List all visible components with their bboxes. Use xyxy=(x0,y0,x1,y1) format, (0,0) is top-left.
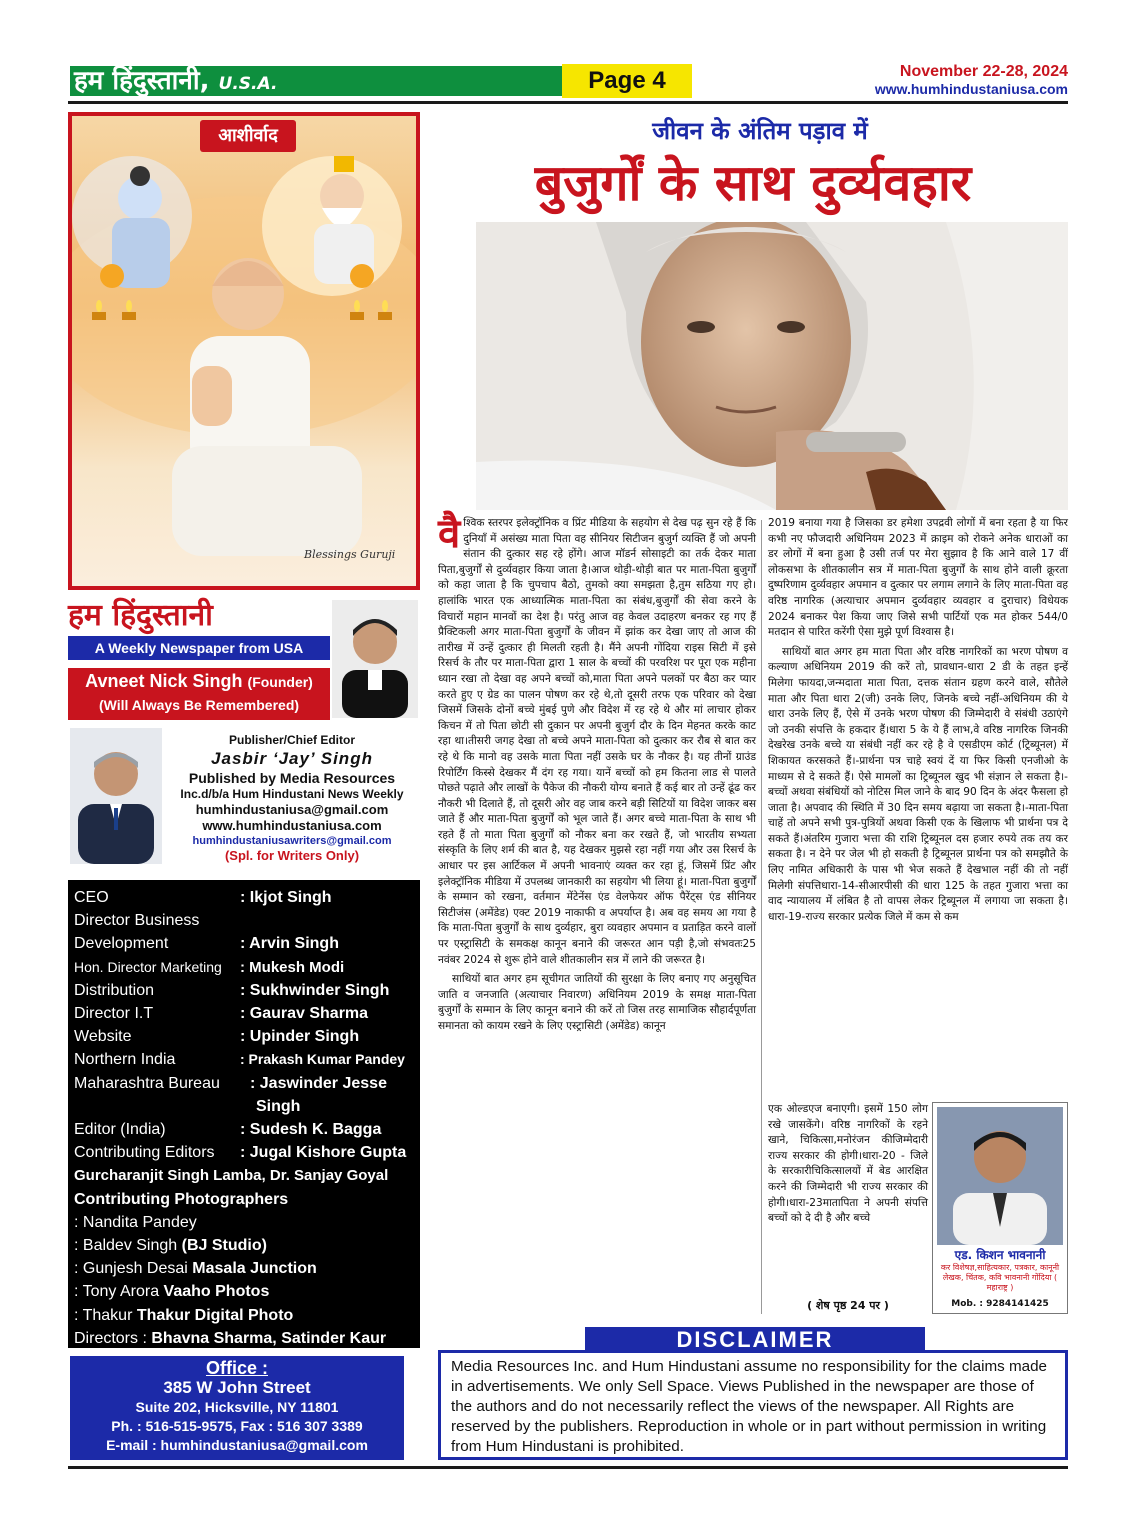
founder-role: (Founder) xyxy=(247,674,313,690)
staff-name: : Mukesh Modi xyxy=(240,958,345,976)
publisher-name: Jasbir ‘Jay’ Singh xyxy=(211,749,373,768)
photographer-row xyxy=(74,1280,414,1303)
photographer-studio: (BJ Studio) xyxy=(181,1237,267,1255)
disclaimer-box: Media Resources Inc. and Hum Hindustani assume no responsibility for the claims made in advertisements. We only Sell Space. Views Published in the newspaper are those of the authors and do not necessarily reflect the views of the newspaper. All Rights are reserved by the publishers. Reproduction in whole or in part without permission in writing from Hum Hindustani is prohibited. xyxy=(438,1350,1068,1460)
staff-row xyxy=(74,1048,414,1071)
photographer-name: : Gunjesh Desai xyxy=(74,1260,188,1278)
photographers-title: Contributing Photographers xyxy=(74,1190,289,1208)
author-photo xyxy=(937,1107,1063,1245)
founder-name: Avneet Nick Singh xyxy=(85,671,243,691)
staff-role: Contributing Editors xyxy=(74,1144,215,1162)
staff-role: Northern India xyxy=(74,1051,176,1069)
staff-name: : Jugal Kishore Gupta xyxy=(240,1144,407,1162)
founder-box xyxy=(68,668,330,720)
disclaimer-title: DISCLAIMER xyxy=(585,1327,925,1353)
staff-row xyxy=(74,956,414,979)
article-paragraph: साथियों बात अगर हम सूचीगत जातियों की सुरक्षा के लिए बनाए गए अनुसूचित जाति व जनजाति (अत्याचार निवारण) अधिनियम 2019 के समक्ष माता-पिता बुजुर्गों के सम्मान के लिए कानून बनाने की करें तो जिस तरह सामाजिक सौहार्दपूर्णता समानता को कायम रखने के लिए एस्ट्रासिटी (अमेंडेड) कानून xyxy=(438,973,756,1032)
article-paragraph: साथियों बात अगर हम माता पिता और वरिष्ठ नागरिकों का भरण पोषण व कल्याण अधिनियम 2019 की करें तो, प्रावधान-धारा 2 डी के तहत इन्हें मिलेगा फायदा,जन्मदाता माता पिता, दत्तक संतान ग्रहण करने वाले, सौतेले माता और पिता धारा 2(जी) उनके लिए, जिनके बच्चे नहीं-अधिनियम की ये धारा उनके लिए हैं, ऐसे में उनके भरण पोषण की जिम्मेदारी वे संबंधी उठाएंगे जो उनकी संपत्ति के हकदार हैं।धारा 5 के ये हैं लाभ,वे वरिष्ठ नागरिक जिनकी देखरेख उनके बच्चे या संबंधी नहीं कर रहे है वे एसडीएम कोर्ट (ट्रिब्यूनल) में शिकायत करसकते हैं।-प्रार्थना पत्र चाहे स्वयं दें या फिर किसी एनजीओ के माध्यम से दे सकते हैं। ऐसे मामलों का ट्रिब्यूनल खुद भी संज्ञान ले सकता है।-बच्चों अथवा संबंधियों को नोटिस मिल जाने के बाद 90 दिन के अंदर फैसला हो जाता है। अपवाद की स्थिति में 30 दिन समय बढ़ाया जा सकता है।-माता-पिता चाहें तो अपने सभी पुत्र-पुत्रियों अथवा किसी एक के खिलाफ भी प्रार्थना पत्र दे सकते हैं।अंतरिम गुजारा भत्ता की राशि ट्रिब्यूनल दस हजार रुपये तक तय कर सकता है। न देने पर जेल भी हो सकती है ट्रिब्यूनल प्रार्थना पत्र को समझौते के लिए नामित अधिकारी के पास भी भेज सकते हैं देखभाल नहीं की तो नहीं मिलेगी संपत्तिधारा-14-सीआरपीसी की धारा 125 के तहत गुजारा भत्ता का वाद न्यायालय में लंबित है तो वापस लेकर ट्रिब्यूनल में लगाया जा सकता है।धारा-19-राज्य सरकार प्रत्येक जिले में कम से कम xyxy=(768,645,1068,923)
editors-line: Gurcharanjit Singh Lamba, Dr. Sanjay Goyal xyxy=(74,1167,389,1185)
staff-role: Hon. Director Marketing xyxy=(74,958,222,975)
staff-role: Maharashtra Bureau xyxy=(74,1074,220,1092)
office-email[interactable]: E-mail : humhindustaniusa@gmail.com xyxy=(106,1437,368,1453)
article-paragraph: एक ओल्डएज बनाएगी। इसमें 150 लोग रखे जासकेंगे। वरिष्ठ नागरिकों के रहने खाने, चिकित्सा,मनोरंजन कीजिम्मेदारी राज्य सरकार की होगी।धारा-20 - जिले के सरकारीचिकित्सालयों में बेड आरक्षित करने की जिम्मेदारी भी राज्य सरकार की होगी।धारा-23मातापिता ने अपनी संपत्ति बच्चों को दे दी है और बच्चे xyxy=(768,1103,928,1225)
publisher-info xyxy=(164,732,420,864)
masthead-logo xyxy=(68,596,330,660)
paper-name: हम हिंदुस्तानी, U.S.A. xyxy=(74,66,278,96)
article-headline: बुजुर्गों के साथ दुर्व्यवहार xyxy=(534,154,972,212)
header-rule xyxy=(68,101,1068,104)
article-photo xyxy=(476,222,1068,510)
staff-row xyxy=(74,886,414,909)
staff-role: Development xyxy=(74,935,169,953)
published-by: Published by Media Resources xyxy=(188,770,396,786)
staff-row xyxy=(74,1141,414,1164)
staff-role: Editor (India) xyxy=(74,1121,166,1139)
staff-role: CEO xyxy=(74,889,109,906)
article-kicker: जीवन के अंतिम पड़ाव में xyxy=(652,117,868,145)
office-street: 385 W John Street xyxy=(163,1378,311,1397)
staff-row xyxy=(74,909,414,932)
staff-name: : Ikjot Singh xyxy=(240,889,332,906)
footer-rule xyxy=(68,1466,1068,1469)
article-column-1 xyxy=(438,511,756,1039)
founder-name-line xyxy=(68,668,330,695)
paper-region: U.S.A. xyxy=(218,74,278,94)
article-paragraph: 2019 बनाया गया है जिसका डर हमेशा उपद्रवी लोगों में बना रहता है या फिर कभी नए फौजदारी अधिनियम 2023 में क्राइम को रोकने अनेक धाराओं का डर लोगों में बना हुआ है उसी तर्ज पर मेरा सुझाव है कि आने वाले 17 वीं लोकसभा के शीतकालीन सत्र में माता-पिता बुजुर्गों के साथ होने वाली क्रूरता दुष्परिणाम दुर्व्यवहार अपमान व दुत्कार पर लगाम लगाने के लिए माता-पिता वह वरिष्ठ नागरिक (अत्याचार अपमान दुर्व्यवहार व्यवहार व दुराचार) विधेयक 2024 बनाकर पेश किया जाए जिसे सभी पार्टियों एक मत होकर 544/0 मतदान से पारित करेंगी ऐसा मुझे पूर्ण विश्वास है। xyxy=(768,517,1068,639)
staff-name: Singh xyxy=(256,1097,301,1115)
photographer-name: : Baldev Singh xyxy=(74,1237,178,1255)
staff-row xyxy=(74,1072,414,1095)
staff-role: Distribution xyxy=(74,981,155,999)
staff-role: Director Business xyxy=(74,912,200,930)
author-description: कर विशेषज्ञ,साहित्यकार, पत्रकार, कानूनी लेखक, चिंतक, कवि भावनानी गोंदिया ( महाराष्ट्र ) xyxy=(940,1263,1060,1292)
photographer-studio: Thakur Digital Photo xyxy=(136,1306,294,1324)
website-link[interactable]: www.humhindustaniusa.com xyxy=(874,81,1068,97)
blessing-panel xyxy=(68,112,420,590)
photographer-studio: Vaaho Photos xyxy=(163,1283,270,1301)
page-number: Page 4 xyxy=(562,64,692,98)
staff-box xyxy=(68,880,420,1348)
author-mobile: Mob. : 9284141425 xyxy=(951,1299,1049,1309)
directors-label: Directors : xyxy=(74,1329,147,1347)
blessing-illustration xyxy=(72,116,416,586)
office-title: Office : xyxy=(205,1358,268,1378)
publisher-role: Publisher/Chief Editor xyxy=(228,733,355,747)
photographer-name: : Nandita Pandey xyxy=(74,1213,197,1231)
founder-photo xyxy=(332,600,418,718)
staff-name: : Sukhwinder Singh xyxy=(240,981,390,999)
publisher-photo xyxy=(70,728,162,864)
blessing-signature: Blessings Guruji xyxy=(304,548,396,561)
photographer-row xyxy=(74,1257,414,1280)
staff-row xyxy=(74,1118,414,1141)
staff-role: Director I.T xyxy=(74,1005,154,1023)
photographer-name: : Thakur xyxy=(74,1306,133,1324)
column-divider xyxy=(761,520,762,1314)
photographer-row xyxy=(74,1304,414,1327)
staff-row xyxy=(74,979,414,1002)
staff-row xyxy=(74,1095,414,1118)
founder-note: (Will Always Be Remembered) xyxy=(98,697,300,713)
staff-role xyxy=(74,1095,256,1118)
logo-text: हम हिंदुस्तानी xyxy=(68,598,213,633)
staff-name: : Arvin Singh xyxy=(240,935,339,953)
staff-name: : Sudesh K. Bagga xyxy=(240,1121,382,1139)
drop-cap: वै xyxy=(438,511,461,557)
staff-row xyxy=(74,1002,414,1025)
logo-tagline: A Weekly Newspaper from USA xyxy=(68,636,330,660)
photographer-row xyxy=(74,1234,414,1257)
writers-note: (Spl. for Writers Only) xyxy=(224,848,360,863)
staff-name: : Gaurav Sharma xyxy=(240,1005,369,1023)
blessing-title: आशीर्वाद xyxy=(200,120,296,152)
staff-role: Website xyxy=(74,1028,132,1046)
staff-name: : Upinder Singh xyxy=(240,1028,360,1046)
publisher-website[interactable]: www.humhindustaniusa.com xyxy=(202,818,382,833)
directors-row xyxy=(74,1327,414,1350)
staff-row xyxy=(74,1025,414,1048)
article-column-2-continued xyxy=(768,1102,928,1231)
photographer-name: : Tony Arora xyxy=(74,1283,160,1301)
staff-row xyxy=(74,932,414,955)
directors-names: Bhavna Sharma, Satinder Kaur xyxy=(151,1329,387,1347)
issue-date: November 22-28, 2024 xyxy=(899,63,1068,80)
staff-name: : Prakash Kumar Pandey xyxy=(240,1051,405,1068)
article-column-2 xyxy=(768,516,1068,929)
writers-email[interactable]: humhindustaniusawriters@gmail.com xyxy=(192,835,392,847)
publisher-email[interactable]: humhindustaniusa@gmail.com xyxy=(195,802,389,817)
continued-note: ( शेष पृष्ठ 24 पर ) xyxy=(807,1299,889,1312)
office-phone: Ph. : 516-515-9575, Fax : 516 307 3389 xyxy=(111,1418,363,1434)
publisher-dba: Inc.d/b/a Hum Hindustani News Weekly xyxy=(180,787,404,801)
staff-name: : Jaswinder Jesse xyxy=(250,1074,387,1092)
photographer-studio: Masala Junction xyxy=(192,1260,317,1278)
author-name: एड. किशन भावनानी xyxy=(954,1248,1046,1262)
office-suite: Suite 202, Hicksville, NY 11801 xyxy=(135,1399,339,1415)
office-box xyxy=(70,1356,404,1460)
author-box xyxy=(932,1102,1068,1314)
article-paragraph: वैश्विक स्तरपर इलेक्ट्रॉनिक व प्रिंट मीडिया के सहयोग से देख पढ़ सुन रहे हैं कि दुनियाँ में असंख्य माता पिता वह सीनियर सिटीजन बुजुर्ग व्यक्ति हैं जो अपनी संतान की दुत्कार सह रहे होंगे। आज मॉडर्न सोसाइटी का तर्क देकर माता पिता,बुजुर्गों से दुर्व्यवहार किया जाता है।आज थोड़ी-थोड़ी बात पर माता-पिता बुजुर्गों को कहा जाता है कि चुपचाप बैठो, तुमको क्या समझता है,तुम सठिया गए हो।हालांकि भारत एक आध्यात्मिक माता-पिता का संबंध,बुजुर्गों की सेवा करने के विचारों महान मानवों का देश है। परंतु आज वह केवल उदाहरण बनकर रह गए हैं प्रैक्टिकली अगर माता-पिता बुजुर्गों के जीवन में झांक कर देखा जाए तो आज की तारीख में उन्हें दुत्कार ही मिलती रहती है। मैंने अपनी गोंदिया राइस सिटी में इसे रिसर्च के तौर पर माता-पिता द्वारा 1 साल के बच्चों की परवरिश पर पूरा एक महीना ध्यान रखा तो देखा वह अपने बच्चों को,माता पिता अपने पलकों पर बैठा कर प्यार करते हुए ए ग्रेड का पालन पोषण कर रहे थे,तो दूसरी तरफ एक परिवार को देखा जिसमें जिसके दोनों बच्चे मुंबई पुणे और विदेश में रह रहे थे और मां लाचार होकर किचन में तो पिता छोटी सी दुकान पर अपनी बुजुर्ग दौर के दिन मेहनत करके काट रहा था।तीसरी जगह देखा तो बच्चे अपने माता-पिता को दुत्कार कर रौब से बात कर रहे थे कि मानो वह उसके माता पिता नहीं उसके घर के नौकर है। यह तीनों ग्राउंड रिपोर्टिंग किस्से देखकर मैं दंग रह गया। यानें बच्चों को हम कितना लाड से पालते पोछते पढ़ाते और लाखों के पैकेज की नौकरी योग्य बनाते हैं कई बार तो उन्हें ढूंढ कर नौकरी भी दिलाते हैं, तो दूसरी ओर वह जाब करने बड़ी सिटियों या विदेश जाकर बस जाते हैं और माता-पिता बुजुर्गों को भूल जाते हैं। अगर बच्चे माता-पिता के साथ भी रहते हैं तो माता पिता बुजुर्गों को नौकर बना कर रखते हैं, जो भारतीय सभ्यता संस्कृति के लिए शर्म की बात है, यह देखकर मुझसे रहा नहीं गया और उस रिसर्च के आधार पर इस आर्टिकल में अपनी भावनाएं व्यक्त कर रहा हूं, जिसमें प्रिंट और इलेक्ट्रॉनिक मीडिया में उपलब्ध जानकारी का सहयोग भी लिया हूं। माता-पिता बुजुर्गों के सम्मान को रखना, वर्तमान मेंटेनेंस एंड वेलफेयर ऑफ पैरेंट्स एंड सीनियर सिटीजंस (अमेंडेड) एक्ट 2019 नाकाफी व अपर्याप्त है। अब वह समय आ गया है कि माता-पिता बुजुर्गों के साथ दुर्व्यहार, बुरा व्यवहार अपमान व प्रताड़ित करने वालों पर एस्ट्रासिटी के समकक्ष कानून बनाने की जरूरत आन पड़ी है,जो संभवतः25 नवंबर 2024 से शुरू होने वाले शीतकालीन सत्र में लाने की जरूरत है। xyxy=(438,511,756,966)
photographer-row xyxy=(74,1211,414,1234)
